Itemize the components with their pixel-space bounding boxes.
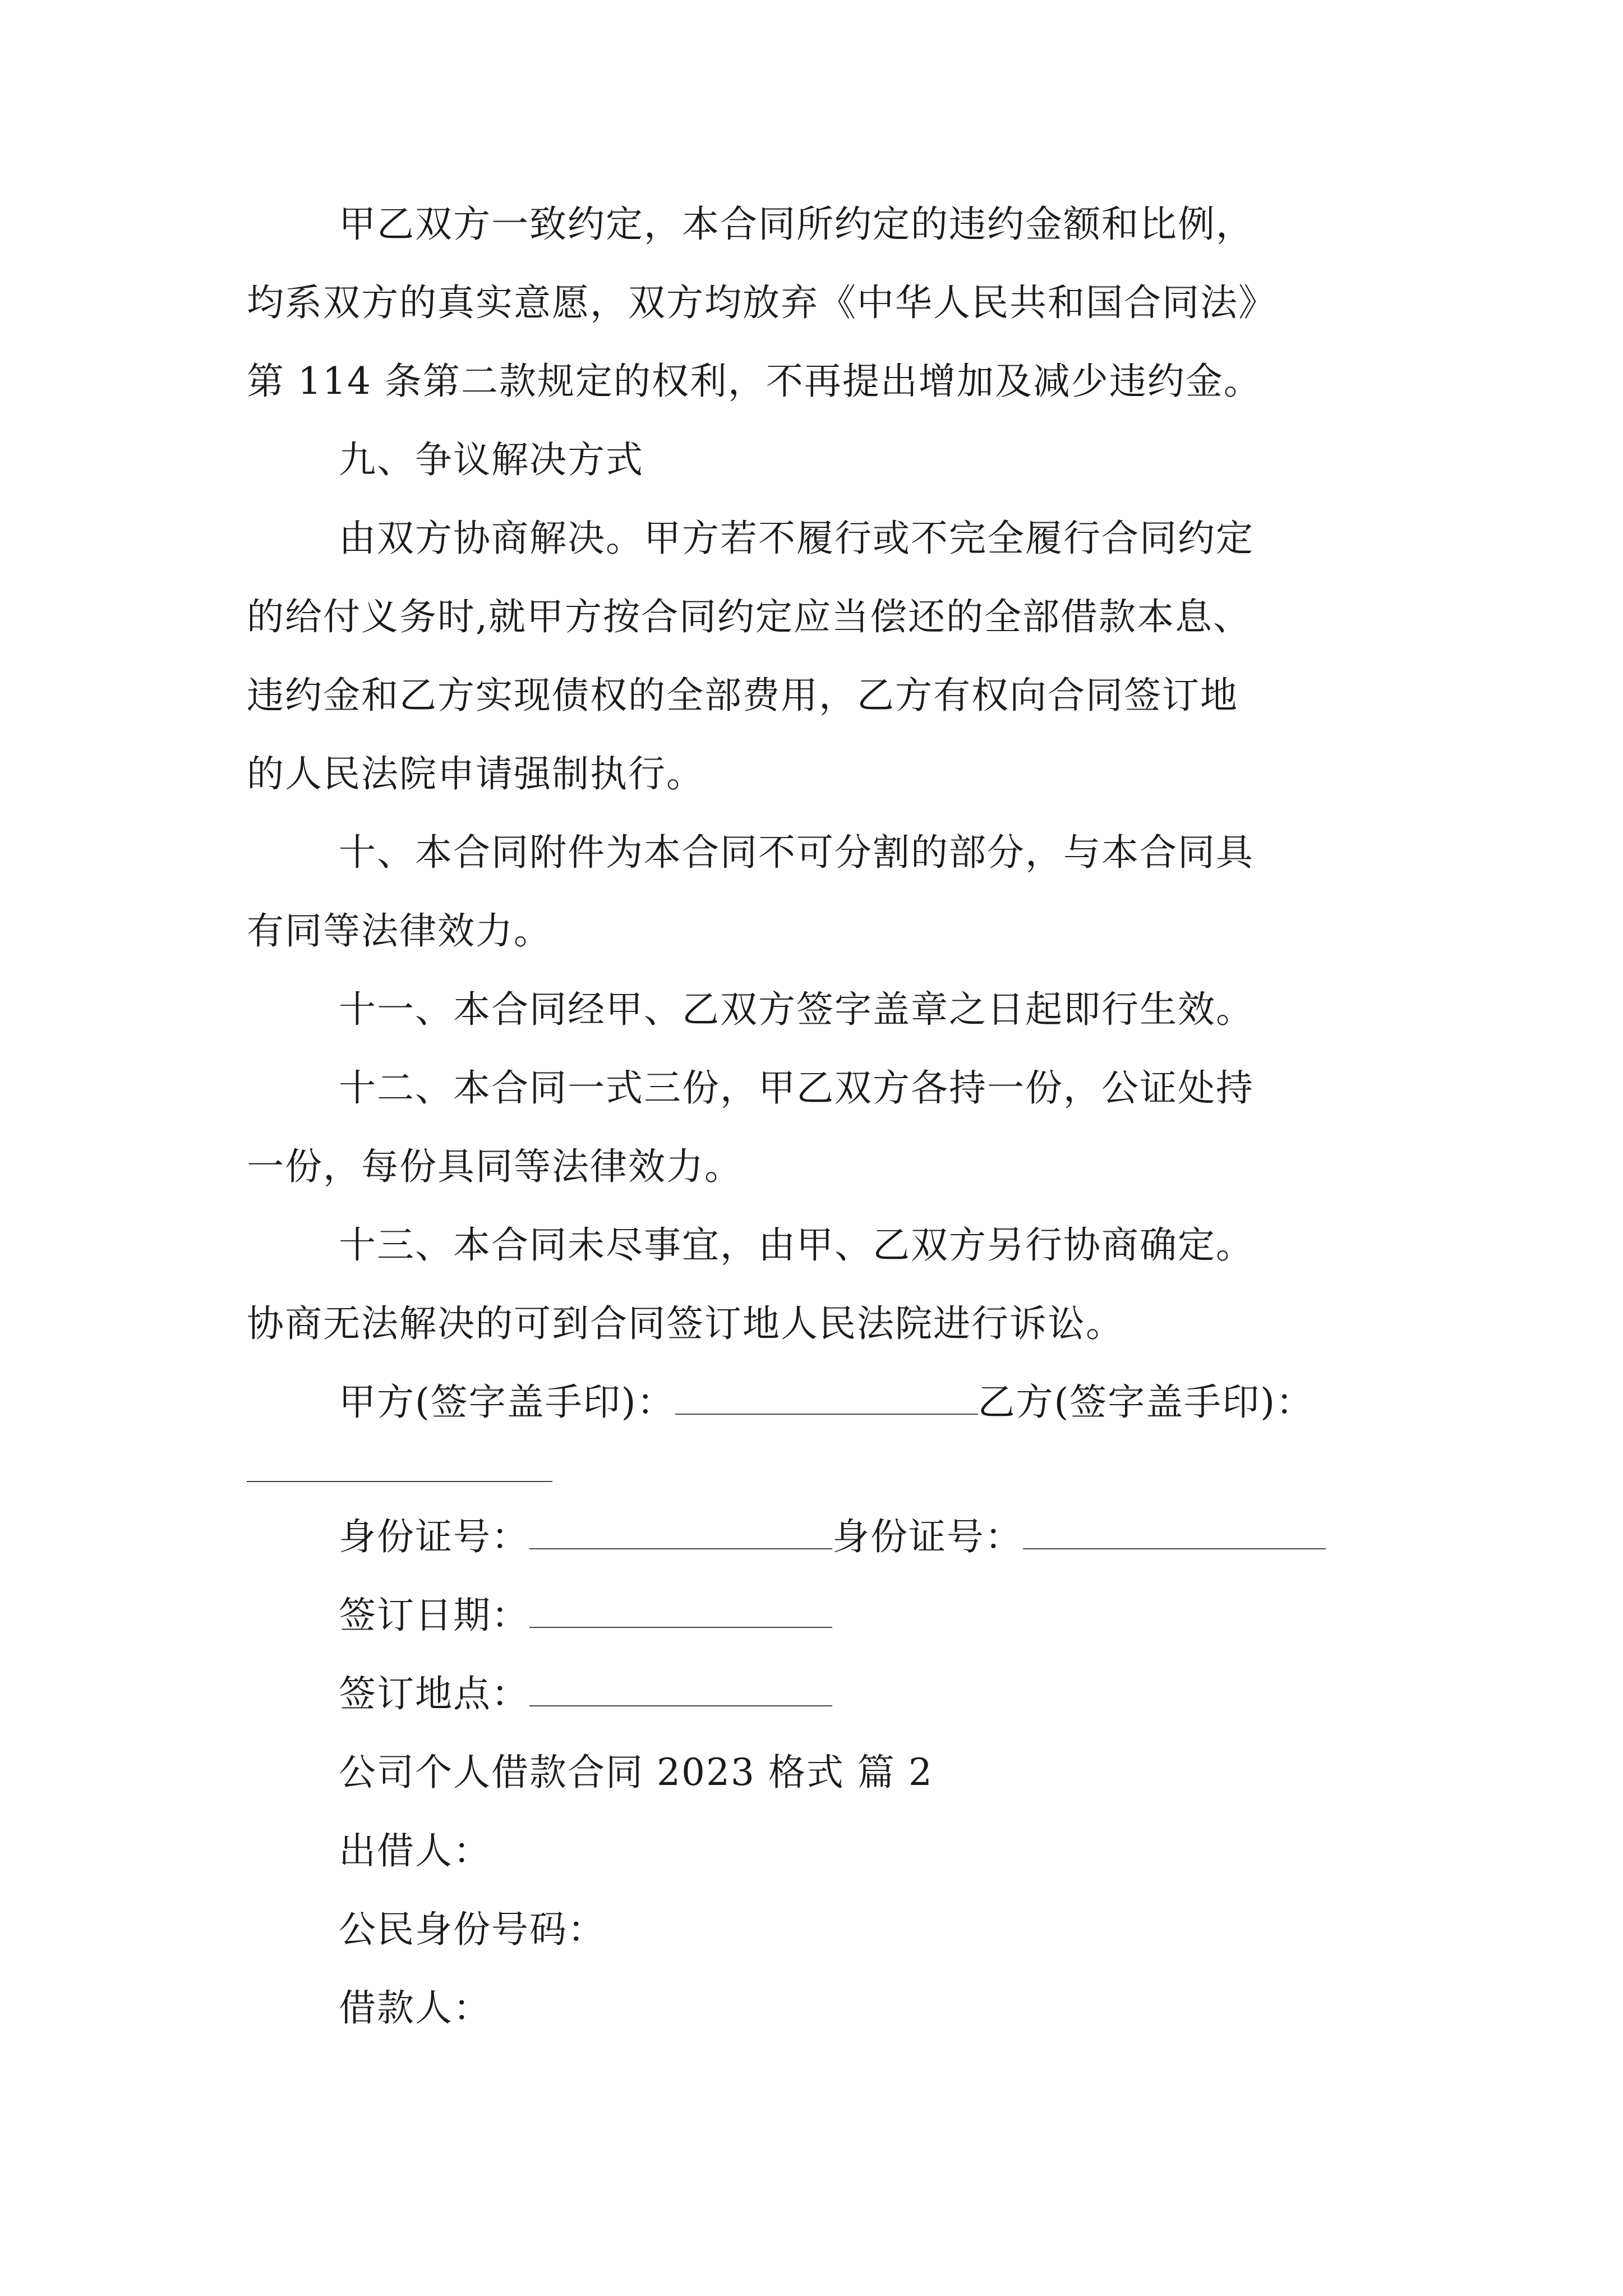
party-b-signature-blank[interactable]	[247, 1481, 552, 1482]
paragraph-line: 甲乙双方一致约定，本合同所约定的违约金额和比例，	[339, 203, 1254, 246]
section2-heading: 公司个人借款合同 2023 格式 篇 2	[339, 1751, 933, 1794]
paragraph-line: 十、本合同附件为本合同不可分割的部分，与本合同具	[339, 831, 1254, 874]
place-line	[339, 1666, 832, 1722]
paragraph-line: 第 114 条第二款规定的权利，不再提出增加及减少违约金。	[247, 360, 1262, 403]
id-number-line	[339, 1509, 1326, 1565]
place-blank[interactable]	[529, 1668, 832, 1706]
id-a-label: 身份证号：	[339, 1515, 529, 1558]
place-label: 签订地点：	[339, 1672, 529, 1715]
paragraph-line: 十一、本合同经甲、乙双方签字盖章之日起即行生效。	[339, 988, 1254, 1031]
section-heading: 九、争议解决方式	[339, 438, 644, 481]
party-a-signature-blank[interactable]	[675, 1377, 978, 1415]
date-blank[interactable]	[529, 1590, 832, 1628]
paragraph-line: 由双方协商解决。甲方若不履行或不完全履行合同约定	[339, 517, 1254, 560]
paragraph-line: 的人民法院申请强制执行。	[247, 752, 704, 795]
date-line	[339, 1588, 832, 1644]
party-a-label: 甲方(签字盖手印)：	[339, 1381, 675, 1424]
paragraph-line: 十三、本合同未尽事宜，由甲、乙双方另行协商确定。	[339, 1223, 1254, 1267]
id-b-label: 身份证号：	[832, 1515, 1023, 1558]
paragraph-line: 违约金和乙方实现债权的全部费用，乙方有权向合同签订地	[247, 674, 1238, 717]
paragraph-line: 十二、本合同一式三份，甲乙双方各持一份，公证处持	[339, 1066, 1254, 1110]
paragraph-line: 一份，每份具同等法律效力。	[247, 1145, 743, 1188]
date-label: 签订日期：	[339, 1594, 529, 1637]
lender-label: 出借人：	[339, 1829, 491, 1872]
id-b-blank[interactable]	[1023, 1511, 1326, 1549]
lender-id-label: 公民身份号码：	[339, 1908, 606, 1951]
id-a-blank[interactable]	[529, 1511, 832, 1549]
signature-line	[339, 1374, 1314, 1430]
paragraph-line: 协商无法解决的可到合同签订地人民法院进行诉讼。	[247, 1302, 1124, 1345]
paragraph-line: 均系双方的真实意愿，双方均放弃《中华人民共和国合同法》	[247, 281, 1276, 324]
borrower-label: 借款人：	[339, 1986, 491, 2030]
party-b-label: 乙方(签字盖手印)：	[978, 1381, 1314, 1424]
paragraph-line: 有同等法律效力。	[247, 909, 552, 953]
paragraph-line: 的给付义务时,就甲方按合同约定应当偿还的全部借款本息、	[247, 595, 1251, 638]
